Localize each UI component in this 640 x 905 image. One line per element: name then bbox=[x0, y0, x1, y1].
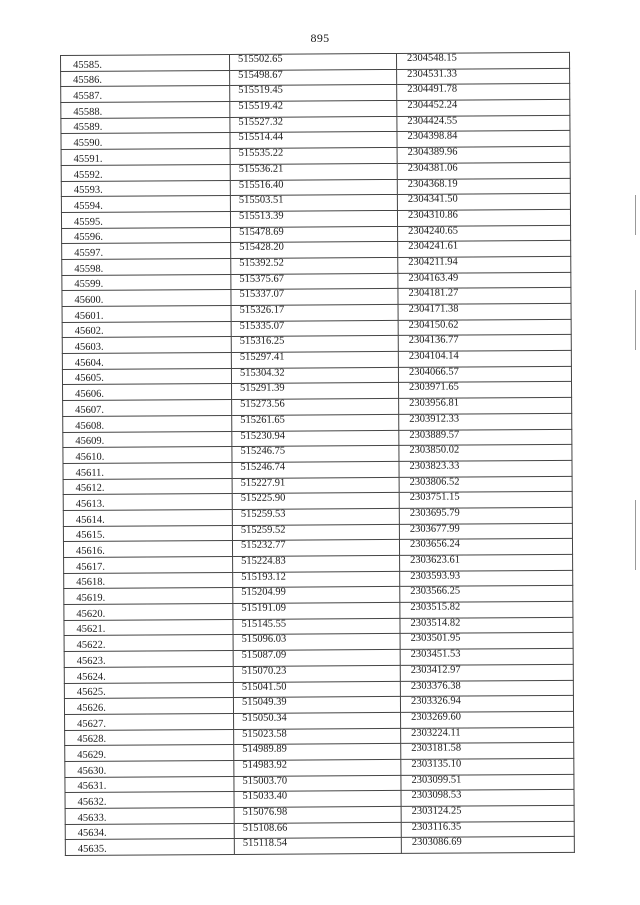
y-coordinate-cell: 2303806.52 bbox=[399, 476, 572, 493]
x-coordinate-cell: 515003.70 bbox=[234, 775, 401, 792]
point-number-cell: 45592. bbox=[61, 164, 230, 181]
point-number-cell: 45612. bbox=[63, 478, 232, 495]
scan-edge-mark bbox=[635, 290, 636, 350]
x-coordinate-cell: 515193.12 bbox=[233, 571, 400, 588]
y-coordinate-cell: 2304341.50 bbox=[397, 194, 570, 211]
point-number-cell: 45598. bbox=[62, 258, 231, 275]
x-coordinate-cell: 515273.56 bbox=[232, 399, 399, 416]
x-coordinate-cell: 515261.65 bbox=[232, 414, 399, 431]
point-number-cell: 45618. bbox=[64, 572, 233, 589]
y-coordinate-cell: 2303956.81 bbox=[399, 398, 572, 415]
point-number-cell: 45632. bbox=[65, 792, 234, 809]
x-coordinate-cell: 515335.07 bbox=[231, 320, 398, 337]
y-coordinate-cell: 2304181.27 bbox=[398, 288, 571, 305]
x-coordinate-cell: 514983.92 bbox=[234, 759, 401, 776]
x-coordinate-cell: 515087.09 bbox=[233, 650, 400, 667]
y-coordinate-cell: 2304163.49 bbox=[398, 272, 571, 289]
y-coordinate-cell: 2304066.57 bbox=[398, 366, 571, 383]
point-number-cell: 45615. bbox=[63, 525, 232, 542]
x-coordinate-cell: 515519.45 bbox=[230, 85, 397, 102]
point-number-cell: 45589. bbox=[61, 117, 230, 134]
point-number-cell: 45613. bbox=[63, 494, 232, 511]
point-number-cell: 45624. bbox=[64, 666, 233, 683]
point-number-cell: 45630. bbox=[65, 760, 234, 777]
x-coordinate-cell: 515516.40 bbox=[230, 179, 397, 196]
x-coordinate-cell: 515304.32 bbox=[231, 367, 398, 384]
y-coordinate-cell: 2304104.14 bbox=[398, 350, 571, 367]
point-number-cell: 45633. bbox=[65, 807, 234, 824]
x-coordinate-cell: 515527.32 bbox=[230, 116, 397, 133]
y-coordinate-cell: 2304240.65 bbox=[398, 225, 571, 242]
point-number-cell: 45620. bbox=[64, 604, 233, 621]
x-coordinate-cell: 515428.20 bbox=[231, 242, 398, 259]
y-coordinate-cell: 2303514.82 bbox=[400, 617, 573, 634]
point-number-cell: 45608. bbox=[63, 415, 232, 432]
y-coordinate-cell: 2304136.77 bbox=[398, 335, 571, 352]
x-coordinate-cell: 515536.21 bbox=[230, 163, 397, 180]
scan-edge-mark bbox=[635, 500, 636, 570]
x-coordinate-cell: 515297.41 bbox=[231, 352, 398, 369]
point-number-cell: 45619. bbox=[64, 588, 233, 605]
point-number-cell: 45604. bbox=[62, 353, 231, 370]
x-coordinate-cell: 515503.51 bbox=[230, 195, 397, 212]
point-number-cell: 45596. bbox=[62, 227, 231, 244]
point-number-cell: 45622. bbox=[64, 635, 233, 652]
y-coordinate-cell: 2304241.61 bbox=[398, 241, 571, 258]
point-number-cell: 45606. bbox=[63, 384, 232, 401]
x-coordinate-cell: 515070.23 bbox=[233, 665, 400, 682]
x-coordinate-cell: 515259.53 bbox=[232, 508, 399, 525]
x-coordinate-cell: 515225.90 bbox=[232, 493, 399, 510]
point-number-cell: 45625. bbox=[64, 682, 233, 699]
x-coordinate-cell: 515246.75 bbox=[232, 446, 399, 463]
x-coordinate-cell: 515096.03 bbox=[233, 634, 400, 651]
x-coordinate-cell: 515230.94 bbox=[232, 430, 399, 447]
x-coordinate-cell: 515316.25 bbox=[231, 336, 398, 353]
x-coordinate-cell: 515478.69 bbox=[231, 226, 398, 243]
y-coordinate-cell: 2304548.15 bbox=[396, 52, 569, 69]
x-coordinate-cell: 515392.52 bbox=[231, 257, 398, 274]
x-coordinate-cell: 515041.50 bbox=[233, 681, 400, 698]
x-coordinate-cell: 515191.09 bbox=[233, 602, 400, 619]
point-number-cell: 45607. bbox=[63, 400, 232, 417]
y-coordinate-cell: 2303912.33 bbox=[399, 413, 572, 430]
point-number-cell: 45593. bbox=[61, 180, 230, 197]
point-number-cell: 45603. bbox=[62, 337, 231, 354]
point-number-cell: 45597. bbox=[62, 243, 231, 260]
y-coordinate-cell: 2304424.55 bbox=[397, 115, 570, 132]
y-coordinate-cell: 2304491.78 bbox=[397, 84, 570, 101]
y-coordinate-cell: 2304211.94 bbox=[398, 256, 571, 273]
x-coordinate-cell: 515118.54 bbox=[234, 838, 401, 855]
y-coordinate-cell: 2303623.61 bbox=[400, 554, 573, 571]
y-coordinate-cell: 2303269.60 bbox=[401, 711, 574, 728]
y-coordinate-cell: 2303593.93 bbox=[400, 570, 573, 587]
point-number-cell: 45628. bbox=[65, 729, 234, 746]
x-coordinate-cell: 515514.44 bbox=[230, 132, 397, 149]
page-number: 895 bbox=[310, 31, 330, 45]
y-coordinate-cell: 2303098.53 bbox=[401, 790, 574, 807]
point-number-cell: 45599. bbox=[62, 274, 231, 291]
point-number-cell: 45586. bbox=[61, 70, 230, 87]
x-coordinate-cell: 515224.83 bbox=[233, 555, 400, 572]
x-coordinate-cell: 515375.67 bbox=[231, 273, 398, 290]
point-number-cell: 45591. bbox=[61, 149, 230, 166]
point-number-cell: 45626. bbox=[64, 698, 233, 715]
x-coordinate-cell: 514989.89 bbox=[234, 744, 401, 761]
x-coordinate-cell: 515145.55 bbox=[233, 618, 400, 635]
x-coordinate-cell: 515326.17 bbox=[231, 304, 398, 321]
x-coordinate-cell: 515513.39 bbox=[230, 210, 397, 227]
x-coordinate-cell: 515337.07 bbox=[231, 289, 398, 306]
point-number-cell: 45600. bbox=[62, 290, 231, 307]
x-coordinate-cell: 515227.91 bbox=[232, 477, 399, 494]
y-coordinate-cell: 2303135.10 bbox=[401, 758, 574, 775]
y-coordinate-cell: 2303850.02 bbox=[399, 445, 572, 462]
x-coordinate-cell: 515204.99 bbox=[233, 587, 400, 604]
y-coordinate-cell: 2303224.11 bbox=[401, 727, 574, 744]
x-coordinate-cell: 515535.22 bbox=[230, 148, 397, 165]
point-number-cell: 45594. bbox=[61, 196, 230, 213]
coordinates-table bbox=[60, 52, 575, 856]
x-coordinate-cell: 515076.98 bbox=[234, 806, 401, 823]
coordinates-table-body bbox=[61, 52, 575, 855]
y-coordinate-cell: 2303501.95 bbox=[400, 633, 573, 650]
y-coordinate-cell: 2303515.82 bbox=[400, 601, 573, 618]
y-coordinate-cell: 2303326.94 bbox=[400, 696, 573, 713]
y-coordinate-cell: 2303566.25 bbox=[400, 586, 573, 603]
point-number-cell: 45595. bbox=[61, 211, 230, 228]
y-coordinate-cell: 2303971.65 bbox=[399, 382, 572, 399]
y-coordinate-cell: 2304389.96 bbox=[397, 147, 570, 164]
point-number-cell: 45635. bbox=[65, 839, 234, 856]
y-coordinate-cell: 2304452.24 bbox=[397, 99, 570, 116]
y-coordinate-cell: 2304381.06 bbox=[397, 162, 570, 179]
scan-edge-mark bbox=[635, 195, 636, 235]
x-coordinate-cell: 515049.39 bbox=[233, 697, 400, 714]
point-number-cell: 45585. bbox=[61, 54, 230, 71]
x-coordinate-cell: 515259.52 bbox=[232, 524, 399, 541]
y-coordinate-cell: 2303116.35 bbox=[401, 821, 574, 838]
point-number-cell: 45605. bbox=[62, 368, 231, 385]
y-coordinate-cell: 2303823.33 bbox=[399, 460, 572, 477]
point-number-cell: 45631. bbox=[65, 776, 234, 793]
point-number-cell: 45590. bbox=[61, 133, 230, 150]
point-number-cell: 45621. bbox=[64, 619, 233, 636]
table-row bbox=[65, 837, 574, 856]
x-coordinate-cell: 515291.39 bbox=[232, 383, 399, 400]
x-coordinate-cell: 515050.34 bbox=[234, 712, 401, 729]
y-coordinate-cell: 2304150.62 bbox=[398, 319, 571, 336]
y-coordinate-cell: 2303124.25 bbox=[401, 805, 574, 822]
y-coordinate-cell: 2303889.57 bbox=[399, 429, 572, 446]
x-coordinate-cell: 515023.58 bbox=[234, 728, 401, 745]
x-coordinate-cell: 515033.40 bbox=[234, 791, 401, 808]
y-coordinate-cell: 2304368.19 bbox=[397, 178, 570, 195]
x-coordinate-cell: 515108.66 bbox=[234, 822, 401, 839]
y-coordinate-cell: 2303677.99 bbox=[399, 523, 572, 540]
point-number-cell: 45627. bbox=[65, 713, 234, 730]
point-number-cell: 45601. bbox=[62, 305, 231, 322]
y-coordinate-cell: 2304310.86 bbox=[397, 209, 570, 226]
point-number-cell: 45611. bbox=[63, 462, 232, 479]
y-coordinate-cell: 2303099.51 bbox=[401, 774, 574, 791]
y-coordinate-cell: 2303376.38 bbox=[400, 680, 573, 697]
x-coordinate-cell: 515498.67 bbox=[230, 69, 397, 86]
point-number-cell: 45588. bbox=[61, 102, 230, 119]
point-number-cell: 45587. bbox=[61, 86, 230, 103]
point-number-cell: 45610. bbox=[63, 447, 232, 464]
y-coordinate-cell: 2304398.84 bbox=[397, 131, 570, 148]
y-coordinate-cell: 2303656.24 bbox=[399, 539, 572, 556]
x-coordinate-cell: 515502.65 bbox=[229, 53, 396, 70]
x-coordinate-cell: 515519.42 bbox=[230, 101, 397, 118]
x-coordinate-cell: 515246.74 bbox=[232, 461, 399, 478]
y-coordinate-cell: 2303451.53 bbox=[400, 649, 573, 666]
y-coordinate-cell: 2303412.97 bbox=[400, 664, 573, 681]
y-coordinate-cell: 2304531.33 bbox=[397, 68, 570, 85]
y-coordinate-cell: 2303695.79 bbox=[399, 507, 572, 524]
point-number-cell: 45614. bbox=[63, 509, 232, 526]
point-number-cell: 45616. bbox=[63, 541, 232, 558]
x-coordinate-cell: 515232.77 bbox=[232, 540, 399, 557]
point-number-cell: 45629. bbox=[65, 745, 234, 762]
point-number-cell: 45617. bbox=[64, 556, 233, 573]
point-number-cell: 45623. bbox=[64, 651, 233, 668]
point-number-cell: 45634. bbox=[65, 823, 234, 840]
y-coordinate-cell: 2303751.15 bbox=[399, 492, 572, 509]
y-coordinate-cell: 2303086.69 bbox=[401, 837, 574, 854]
y-coordinate-cell: 2303181.58 bbox=[401, 743, 574, 760]
point-number-cell: 45609. bbox=[63, 431, 232, 448]
point-number-cell: 45602. bbox=[62, 321, 231, 338]
y-coordinate-cell: 2304171.38 bbox=[398, 303, 571, 320]
